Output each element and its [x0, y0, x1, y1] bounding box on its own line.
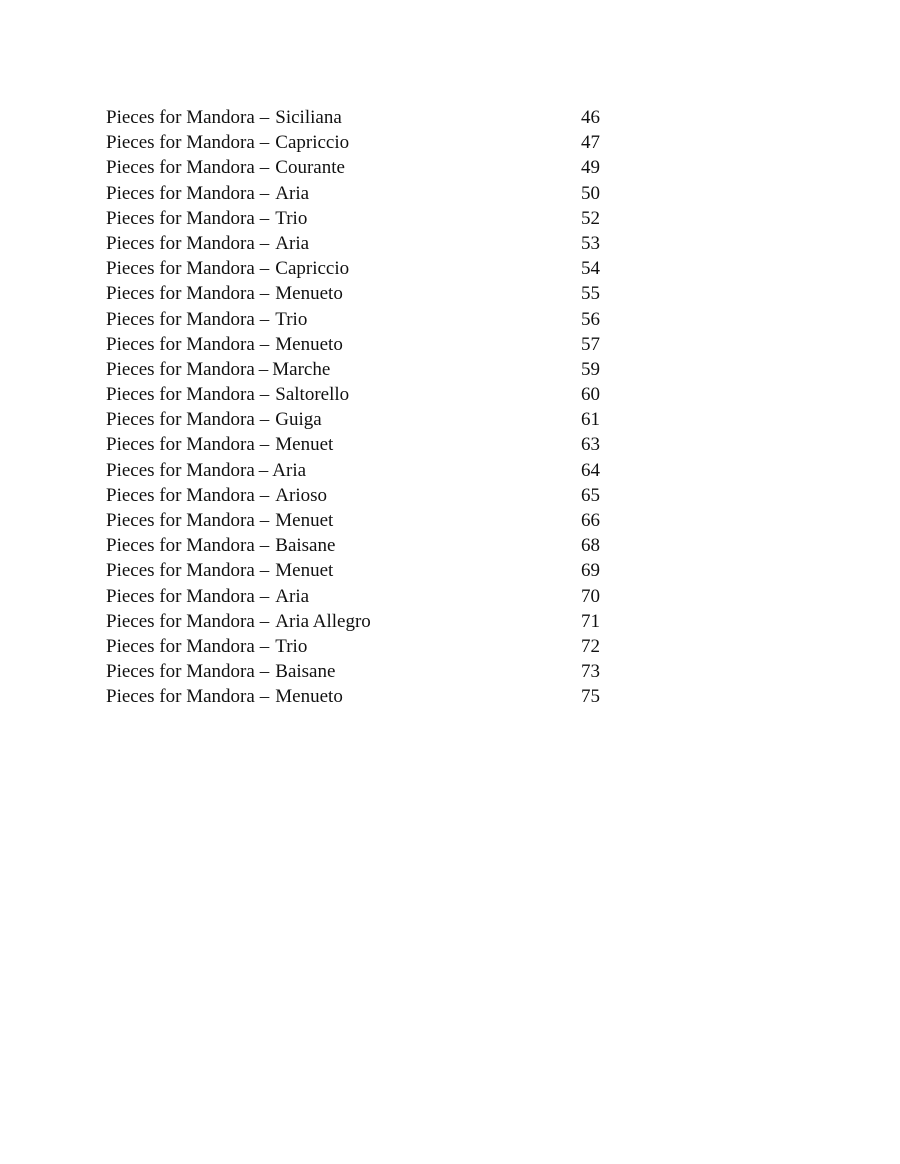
toc-entry [106, 105, 626, 130]
toc-entry [106, 483, 626, 508]
toc-entry-prefix: Pieces for Mandora [106, 232, 255, 254]
toc-entry-prefix: Pieces for Mandora [106, 207, 255, 229]
toc-entry-page: 70 [581, 585, 600, 607]
toc-entry-prefix: Pieces for Mandora [106, 308, 255, 330]
toc-entry-separator: – [259, 661, 270, 683]
toc-entry-title: Trio [275, 635, 308, 657]
toc-entry-page: 71 [581, 610, 600, 632]
toc-entry-page: 66 [581, 510, 600, 531]
toc-entry-separator: – [259, 484, 270, 506]
toc-entry-separator: – [259, 686, 270, 708]
toc-entry-prefix: Pieces for Mandora [106, 358, 255, 380]
toc-entry-page: 52 [581, 207, 600, 229]
toc-entry-title: Trio [275, 308, 308, 330]
toc-entry [106, 307, 626, 332]
toc-entry-title: Siciliana [275, 107, 342, 128]
toc-entry-prefix: Pieces for Mandora [106, 182, 255, 204]
toc-entry [106, 684, 626, 709]
toc-entry-separator: – [259, 610, 270, 632]
toc-entry [106, 231, 626, 256]
toc-entry-title: Aria Allegro [275, 610, 371, 632]
toc-entry-separator: – [259, 535, 270, 557]
toc-entry-prefix: Pieces for Mandora [106, 510, 255, 531]
toc-entry-page: 49 [581, 157, 600, 179]
toc-entry-prefix: Pieces for Mandora [106, 686, 255, 708]
toc-entry-separator: – [259, 258, 270, 280]
toc-entry-page: 68 [581, 535, 600, 557]
toc-entry-prefix: Pieces for Mandora [106, 107, 255, 128]
toc-entry-page: 73 [581, 661, 600, 683]
toc-entry-title: Marche [272, 358, 331, 380]
toc-entry-prefix: Pieces for Mandora [106, 333, 255, 355]
toc-entry-prefix: Pieces for Mandora [106, 635, 255, 657]
toc-entry-separator: – [259, 107, 270, 128]
toc-entry [106, 357, 626, 382]
toc-entry-title: Menueto [275, 686, 343, 708]
toc-entry-separator: – [259, 182, 270, 204]
toc-entry [106, 432, 626, 457]
toc-entry-page: 63 [581, 434, 600, 456]
toc-entry-page: 65 [581, 484, 600, 506]
toc-entry [106, 533, 626, 558]
toc-entry [106, 508, 626, 533]
toc-entry-title: Aria [275, 585, 310, 607]
toc-entry-separator: – [259, 283, 270, 305]
toc-entry-page: 69 [581, 560, 600, 582]
toc-entry-separator: – [259, 409, 270, 431]
toc-entry [106, 558, 626, 583]
toc-entry-page: 46 [581, 107, 600, 128]
toc-entry-title: Menueto [275, 283, 343, 305]
toc-entry-page: 59 [581, 358, 600, 380]
toc-entry-separator: – [259, 635, 270, 657]
toc-entry-title: Capriccio [275, 258, 350, 280]
toc-entry-separator: – [259, 434, 270, 456]
toc-entry [106, 659, 626, 684]
toc-entry-prefix: Pieces for Mandora [106, 484, 255, 506]
toc-entry-title: Baisane [275, 535, 336, 557]
toc-entry-prefix: Pieces for Mandora [106, 258, 255, 280]
toc-entry-separator: – [259, 232, 270, 254]
toc-entry-prefix: Pieces for Mandora [106, 409, 255, 431]
toc-entry [106, 206, 626, 231]
toc-entry-title: Capriccio [275, 132, 350, 154]
toc-entry-page: 56 [581, 308, 600, 330]
toc-entry [106, 256, 626, 281]
toc-entry-title: Aria [275, 182, 310, 204]
toc-entry-separator: – [259, 157, 270, 179]
toc-entry-title: Menuet [275, 560, 334, 582]
toc-entry-separator: – [259, 510, 270, 531]
toc-entry-separator: – [259, 207, 270, 229]
toc-entry [106, 382, 626, 407]
toc-entry-prefix: Pieces for Mandora [106, 459, 255, 481]
toc-entry-page: 75 [581, 686, 600, 708]
toc-entry-page: 60 [581, 384, 600, 406]
toc-entry-separator: – [259, 384, 270, 406]
toc-entry-title: Guiga [275, 409, 322, 431]
toc-entry-title: Arioso [275, 484, 328, 506]
toc-entry-page: 72 [581, 635, 600, 657]
toc-entry-separator: – [259, 560, 270, 582]
toc-entry-page: 61 [581, 409, 600, 431]
toc-entry-page: 47 [581, 132, 600, 154]
toc-entry [106, 584, 626, 609]
toc-entry-title: Aria [272, 459, 307, 481]
toc-entry [106, 634, 626, 659]
toc-entry-separator: – [259, 333, 270, 355]
toc-entry-title: Trio [275, 207, 308, 229]
toc-entry-separator: – [259, 585, 270, 607]
toc-entry-prefix: Pieces for Mandora [106, 283, 255, 305]
toc-entry [106, 458, 626, 483]
toc-entry-separator: – [258, 358, 269, 380]
toc-entry [106, 407, 626, 432]
toc-entry-title: Menuet [275, 434, 334, 456]
toc-entry-prefix: Pieces for Mandora [106, 661, 255, 683]
toc-entry-prefix: Pieces for Mandora [106, 610, 255, 632]
toc-entry-page: 57 [581, 333, 600, 355]
toc-entry [106, 181, 626, 206]
toc-entry-page: 54 [581, 258, 600, 280]
toc-entry-prefix: Pieces for Mandora [106, 560, 255, 582]
toc-entry-page: 64 [581, 459, 600, 481]
toc-entry-title: Menuet [275, 510, 334, 531]
toc-entry-title: Saltorello [275, 384, 350, 406]
toc-entry-title: Aria [275, 232, 310, 254]
toc-entry-prefix: Pieces for Mandora [106, 157, 255, 179]
toc-entry-separator: – [259, 308, 270, 330]
toc-entry [106, 281, 626, 306]
table-of-contents [106, 105, 626, 710]
toc-entry-title: Baisane [275, 661, 336, 683]
toc-entry-page: 50 [581, 182, 600, 204]
toc-entry-page: 55 [581, 283, 600, 305]
toc-entry-title: Courante [275, 157, 345, 179]
toc-entry-prefix: Pieces for Mandora [106, 585, 255, 607]
toc-entry-prefix: Pieces for Mandora [106, 535, 255, 557]
toc-entry-prefix: Pieces for Mandora [106, 132, 255, 154]
toc-entry [106, 332, 626, 357]
toc-entry [106, 130, 626, 155]
toc-entry-separator: – [258, 459, 269, 481]
toc-entry [106, 609, 626, 634]
toc-entry [106, 155, 626, 180]
toc-entry-prefix: Pieces for Mandora [106, 434, 255, 456]
toc-entry-page: 53 [581, 232, 600, 254]
toc-entry-prefix: Pieces for Mandora [106, 384, 255, 406]
toc-entry-title: Menueto [275, 333, 343, 355]
toc-entry-separator: – [259, 132, 270, 154]
